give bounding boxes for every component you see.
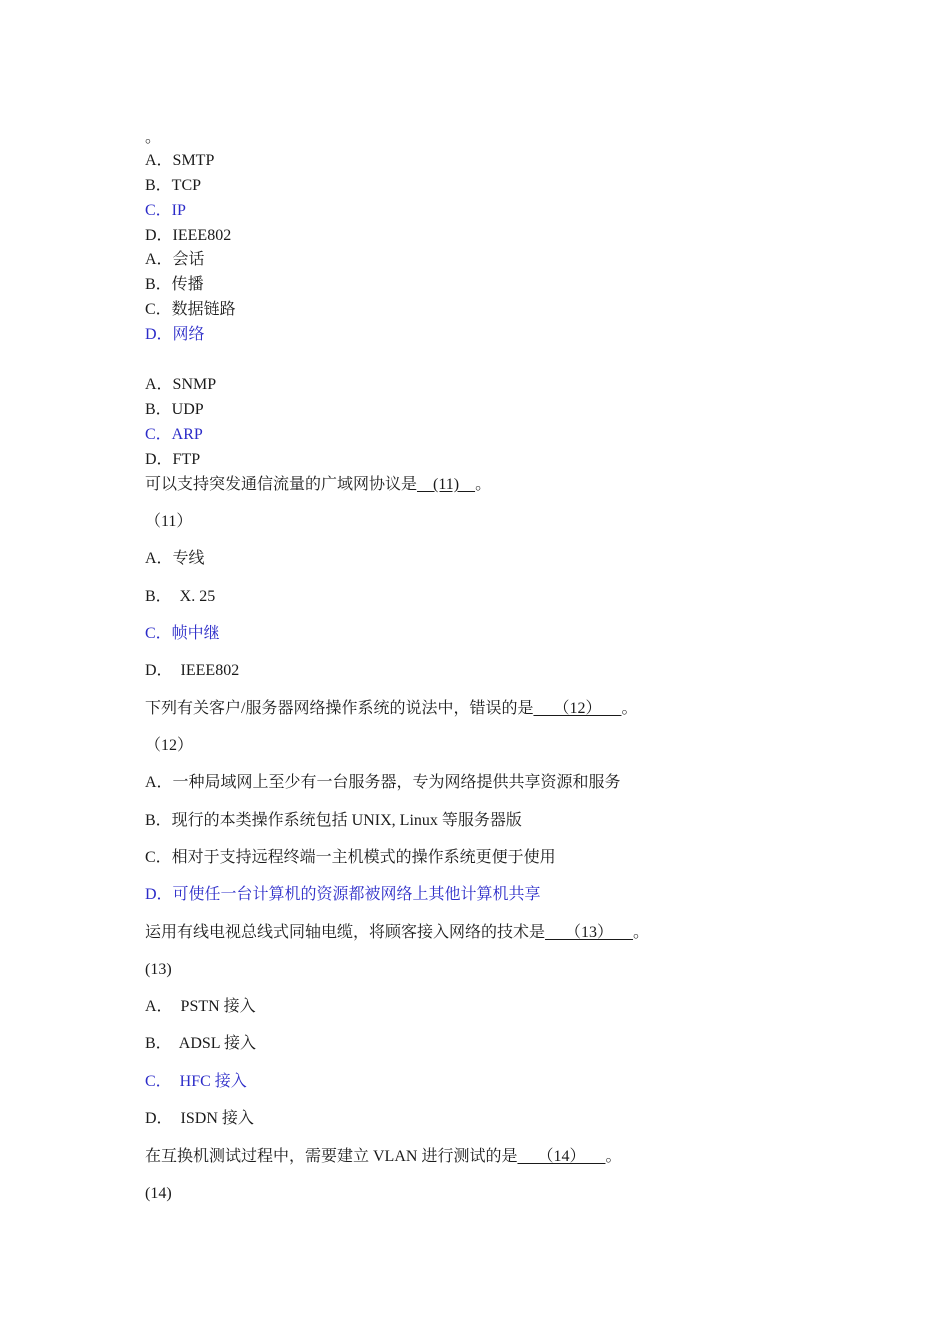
- option-b: B．现行的本类操作系统包括 UNIX, Linux 等服务器版: [145, 812, 522, 829]
- option-a: A．一种局域网上至少有一台服务器，专为网络提供共享资源和服务: [145, 774, 621, 791]
- option-d: D．IEEE802: [145, 227, 232, 244]
- option-c-answer: C． HFC 接入: [145, 1073, 247, 1090]
- question-13-stem: [145, 923, 649, 943]
- option-a: A． PSTN 接入: [145, 998, 256, 1015]
- question-end-mark: 。: [621, 700, 638, 717]
- option-a: A．会话: [145, 251, 205, 268]
- option-d: D． IEEE802: [145, 662, 240, 679]
- answer-blank: (11): [417, 476, 476, 493]
- question-stem-text: 在互换机测试过程中，需要建立 VLAN 进行测试的是: [145, 1148, 518, 1165]
- option-b: B．传播: [145, 276, 204, 293]
- question-11-number: （11）: [145, 513, 193, 530]
- question-14-number: (14): [145, 1185, 172, 1202]
- leading-period: 。: [145, 129, 162, 146]
- option-d: D． ISDN 接入: [145, 1110, 254, 1127]
- answer-blank: （13）: [545, 924, 634, 941]
- option-b: B． X. 25: [145, 588, 216, 605]
- option-c-answer: C．ARP: [145, 426, 203, 443]
- option-b: B． ADSL 接入: [145, 1035, 256, 1052]
- question-end-mark: 。: [605, 1148, 622, 1165]
- answer-blank: （12）: [533, 700, 622, 717]
- question-12-number: （12）: [145, 737, 194, 754]
- question-end-mark: 。: [475, 476, 492, 493]
- question-14-stem: [145, 1147, 621, 1167]
- option-c-answer: C．帧中继: [145, 625, 220, 642]
- option-a: A．SMTP: [145, 152, 215, 169]
- answer-blank: （14）: [517, 1148, 606, 1165]
- option-b: B．UDP: [145, 401, 204, 418]
- question-11-stem: [145, 475, 491, 495]
- option-d: D．FTP: [145, 451, 201, 468]
- option-c-answer: C．IP: [145, 202, 186, 219]
- question-stem-text: 运用有线电视总线式同轴电缆，将顾客接入网络的技术是: [145, 924, 546, 941]
- question-end-mark: 。: [633, 924, 650, 941]
- option-c: C．相对于支持远程终端一主机模式的操作系统更便于使用: [145, 849, 556, 866]
- option-d-answer: D．网络: [145, 326, 205, 343]
- question-12-stem: [145, 699, 637, 719]
- question-stem-text: 下列有关客户/服务器网络操作系统的说法中，错误的是: [145, 700, 534, 717]
- option-d-answer: D．可使任一台计算机的资源都被网络上其他计算机共享: [145, 886, 541, 903]
- question-stem-text: 可以支持突发通信流量的广域网协议是: [145, 476, 418, 493]
- option-c: C．数据链路: [145, 301, 236, 318]
- option-b: B．TCP: [145, 177, 202, 194]
- question-13-number: (13): [145, 961, 172, 978]
- option-a: A．专线: [145, 550, 205, 567]
- option-a: A．SNMP: [145, 376, 217, 393]
